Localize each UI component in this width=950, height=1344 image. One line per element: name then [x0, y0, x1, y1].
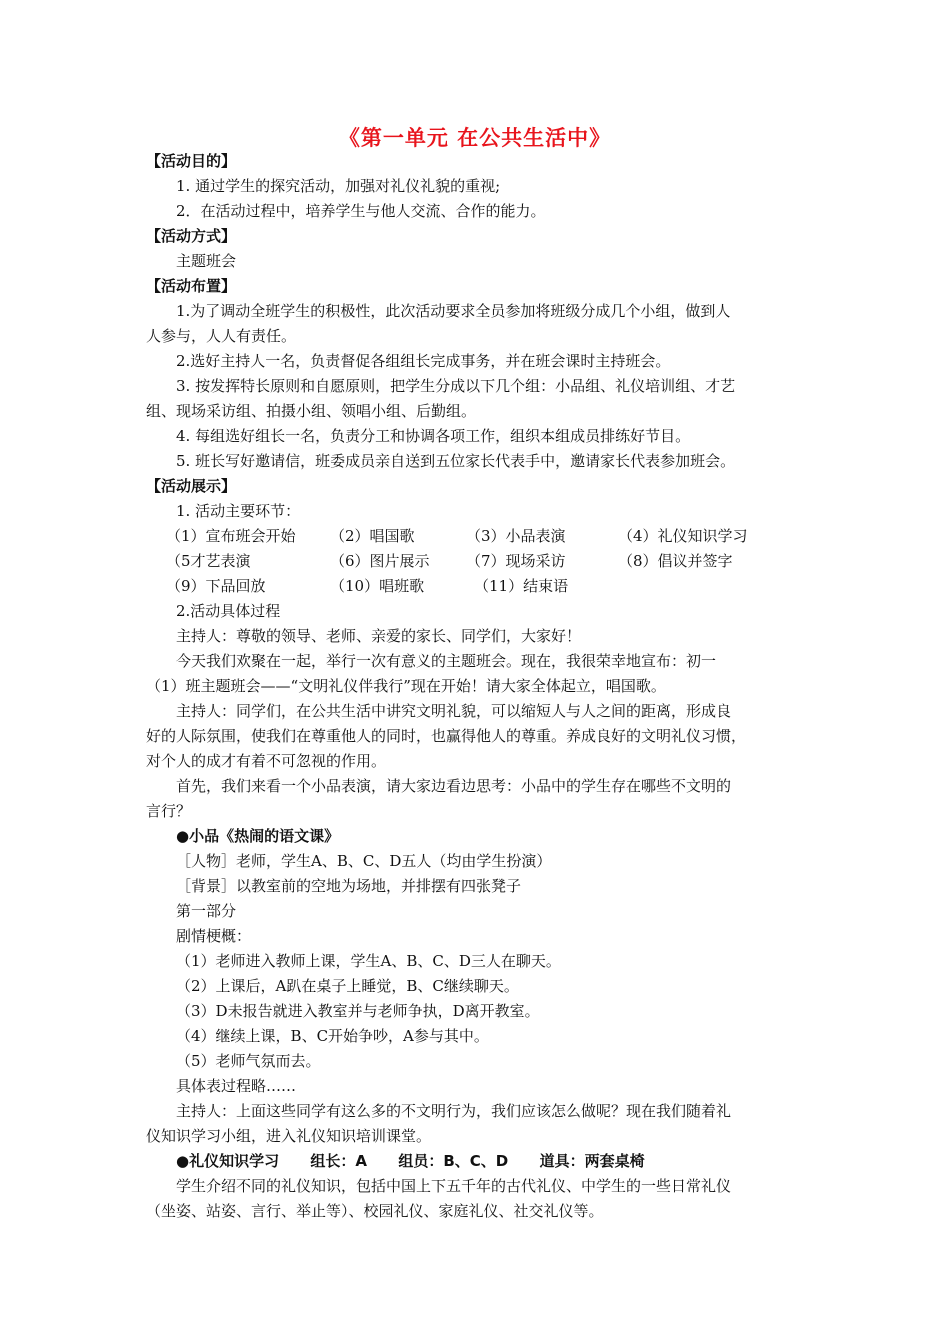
skit-people: ［人物］老师，学生A、B、C、D五人（均由学生扮演）	[176, 852, 552, 870]
agenda-item: （1）宣布班会开始	[166, 527, 296, 545]
host-speech: 主持人：上面这些同学有这么多的不文明行为，我们应该怎么做呢？现在我们随着礼	[176, 1102, 732, 1120]
show-step: 2.活动具体过程	[176, 602, 281, 620]
purpose-item: 2．在活动过程中，培养学生与他人交流、合作的能力。	[176, 202, 546, 220]
agenda-item: （6）图片展示	[330, 552, 430, 570]
host-speech: 对个人的成才有着不可忽视的作用。	[146, 752, 387, 770]
heading-show: 【活动展示】	[146, 477, 237, 495]
agenda-item: （8）倡议并签字	[618, 552, 733, 570]
agenda-item: （5才艺表演	[166, 552, 251, 570]
agenda-item: （9）下品回放	[166, 577, 266, 595]
body-paragraph: 具体表过程略……	[176, 1077, 297, 1095]
heading-purpose: 【活动目的】	[146, 152, 237, 170]
document-title: 《第一单元 在公共生活中》	[338, 126, 612, 150]
agenda-item: （2）唱国歌	[330, 527, 415, 545]
heading-method: 【活动方式】	[146, 227, 237, 245]
agenda-item: （3）小品表演	[466, 527, 566, 545]
setup-paragraph: 4. 每组选好组长一名，负责分工和协调各项工作，组织本组成员排练好节目。	[176, 427, 691, 445]
host-speech: 主持人：同学们，在公共生活中讲究文明礼貌，可以缩短人与人之间的距离，形成良	[176, 702, 732, 720]
plot-item: （1）老师进入教师上课，学生A、B、C、D三人在聊天。	[176, 952, 561, 970]
show-step: 1. 活动主要环节：	[176, 502, 301, 520]
plot-item: （3）D未报告就进入教室并与老师争执，D离开教室。	[176, 1002, 540, 1020]
body-paragraph: （坐姿、站姿、言行、举止等）、校园礼仪、家庭礼仪、社交礼仪等。	[146, 1202, 604, 1220]
body-paragraph: 学生介绍不同的礼仪知识，包括中国上下五千年的古代礼仪、中学生的一些日常礼仪	[176, 1177, 732, 1195]
etiquette-title: ●礼仪知识学习 组长：A 组员：B、C、D 道具：两套桌椅	[176, 1152, 645, 1170]
setup-paragraph: 2.选好主持人一名，负责督促各组组长完成事务，并在班会课时主持班会。	[176, 352, 671, 370]
skit-scene: ［背景］以教室前的空地为场地，并排摆有四张凳子	[176, 877, 522, 895]
host-speech: 仪知识学习小组，进入礼仪知识培训课堂。	[146, 1127, 432, 1145]
setup-paragraph: 1.为了调动全班学生的积极性，此次活动要求全员参加将班级分成几个小组，做到人	[176, 302, 731, 320]
body-paragraph: 言行？	[146, 802, 192, 820]
host-speech: 好的人际氛围，使我们在尊重他人的同时，也赢得他人的尊重。养成良好的文明礼仪习惯，	[146, 727, 747, 745]
body-paragraph: 今天我们欢聚在一起，举行一次有意义的主题班会。现在，我很荣幸地宣布：初一	[176, 652, 717, 670]
plot-item: （4）继续上课，B、C开始争吵，A参与其中。	[176, 1027, 489, 1045]
purpose-item: 1. 通过学生的探究活动，加强对礼仪礼貌的重视;	[176, 177, 501, 195]
skit-title: ●小品《热闹的语文课》	[176, 827, 340, 845]
method-text: 主题班会	[176, 252, 237, 270]
body-paragraph: 首先，我们来看一个小品表演，请大家边看边思考：小品中的学生存在哪些不文明的	[176, 777, 732, 795]
host-speech: 主持人：尊敬的领导、老师、亲爱的家长、同学们，大家好！	[176, 627, 582, 645]
setup-paragraph: 5. 班长写好邀请信，班委成员亲自送到五位家长代表手中，邀请家长代表参加班会。	[176, 452, 736, 470]
agenda-item: （10）唱班歌	[330, 577, 425, 595]
setup-paragraph: 组、现场采访组、拍摄小组、领唱小组、后勤组。	[146, 402, 477, 420]
skit-part: 第一部分	[176, 902, 237, 920]
setup-paragraph: 人参与，人人有责任。	[146, 327, 297, 345]
setup-paragraph: 3. 按发挥特长原则和自愿原则，把学生分成以下几个组：小品组、礼仪培训组、才艺	[176, 377, 736, 395]
body-paragraph: （1）班主题班会——“文明礼仪伴我行”现在开始！请大家全体起立，唱国歌。	[146, 677, 666, 695]
agenda-item: （7）现场采访	[466, 552, 566, 570]
plot-item: （5）老师气氛而去。	[176, 1052, 321, 1070]
heading-setup: 【活动布置】	[146, 277, 237, 295]
skit-plot-label: 剧情梗概：	[176, 927, 252, 945]
agenda-item: （11）结束语	[474, 577, 569, 595]
agenda-item: （4）礼仪知识学习	[618, 527, 748, 545]
plot-item: （2）上课后，A趴在桌子上睡觉，B、C继续聊天。	[176, 977, 519, 995]
